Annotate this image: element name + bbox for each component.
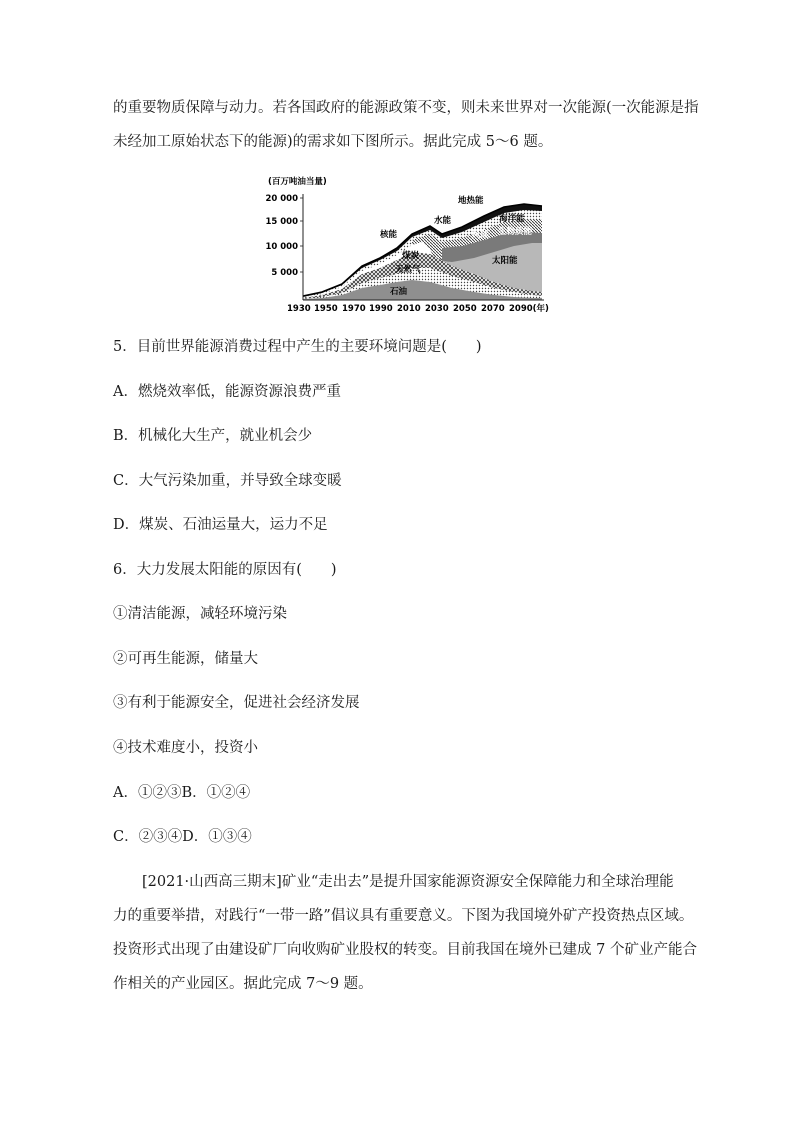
y-tick-label: 10 000 bbox=[265, 242, 298, 252]
q6-item-3: ③有利于能源安全，促进社会经济发展 bbox=[113, 695, 360, 711]
x-tick-label: 1970 bbox=[342, 304, 366, 314]
x-tick-label: 1930 bbox=[287, 304, 311, 314]
label-geothermal: 地热能 bbox=[458, 196, 484, 206]
x-tick-label: 2030 bbox=[425, 304, 449, 314]
y-tick-label: 20 000 bbox=[265, 194, 298, 204]
unit-label: (百万吨油当量) bbox=[268, 177, 327, 187]
x-tick-label: 2050 bbox=[453, 304, 477, 314]
q6-item-1: ①清洁能源，减轻环境污染 bbox=[113, 606, 287, 622]
label-hydro: 水能 bbox=[434, 216, 452, 226]
x-tick-label: 1990 bbox=[369, 304, 393, 314]
passage-line-2: 力的重要举措，对践行“一带一路”倡议具有重要意义。下图为我国境外矿产投资热点区域。 bbox=[113, 908, 694, 924]
label-ocean: 海洋能 bbox=[499, 214, 525, 224]
x-tick-label: 2070 bbox=[481, 304, 505, 314]
label-biomass: 生物质能 bbox=[498, 227, 533, 237]
x-axis-ticks bbox=[287, 303, 549, 314]
label-oil: 石油 bbox=[390, 287, 408, 297]
label-coal: 煤炭 bbox=[402, 251, 420, 261]
energy-demand-chart bbox=[262, 170, 552, 318]
intro-line-1: 的重要物质保障与动力。若各国政府的能源政策不变，则未来世界对一次能源(一次能源是指 bbox=[113, 100, 699, 116]
q6-item-2: ②可再生能源，储量大 bbox=[113, 651, 258, 667]
passage-line-1: [2021·山西高三期末]矿业“走出去”是提升国家能源资源安全保障能力和全球治理能 bbox=[142, 874, 674, 890]
x-tick-label: 1950 bbox=[314, 304, 338, 314]
y-axis-ticks bbox=[265, 194, 298, 278]
label-wind: 风能 bbox=[472, 230, 490, 240]
y-tick-label: 15 000 bbox=[265, 217, 298, 227]
q6-item-4: ④技术难度小，投资小 bbox=[113, 740, 258, 756]
x-tick-label: 2010 bbox=[397, 304, 421, 314]
passage-line-3: 投资形式出现了由建设矿厂向收购矿业股权的转变。目前我国在境外已建成 7 个矿业产能合 bbox=[113, 942, 697, 958]
q5-option-d: D．煤炭、石油运量大，运力不足 bbox=[113, 517, 328, 533]
label-natural-gas: 天然气 bbox=[395, 265, 421, 275]
y-tick-label: 5 000 bbox=[271, 268, 298, 278]
q5-option-c: C．大气污染加重，并导致全球变暖 bbox=[113, 473, 342, 489]
q6-stem: 6．大力发展太阳能的原因有( ) bbox=[113, 562, 337, 578]
q5-option-a: A．燃烧效率低，能源资源浪费严重 bbox=[113, 384, 341, 400]
label-solar: 太阳能 bbox=[492, 256, 518, 266]
q6-options-cd: C．②③④D．①③④ bbox=[113, 829, 252, 845]
intro-line-2: 未经加工原始状态下的能源)的需求如下图所示。据此完成 5～6 题。 bbox=[113, 134, 553, 150]
label-nuclear: 核能 bbox=[380, 230, 398, 240]
x-tick-label: 2090(年) bbox=[509, 304, 549, 314]
q6-options-ab: A．①②③B．①②④ bbox=[113, 785, 251, 801]
chart-svg bbox=[262, 170, 552, 318]
q5-option-b: B．机械化大生产，就业机会少 bbox=[113, 428, 313, 444]
q5-stem: 5．目前世界能源消费过程中产生的主要环境问题是( ) bbox=[113, 339, 482, 355]
passage-line-4: 作相关的产业园区。据此完成 7～9 题。 bbox=[113, 976, 373, 992]
